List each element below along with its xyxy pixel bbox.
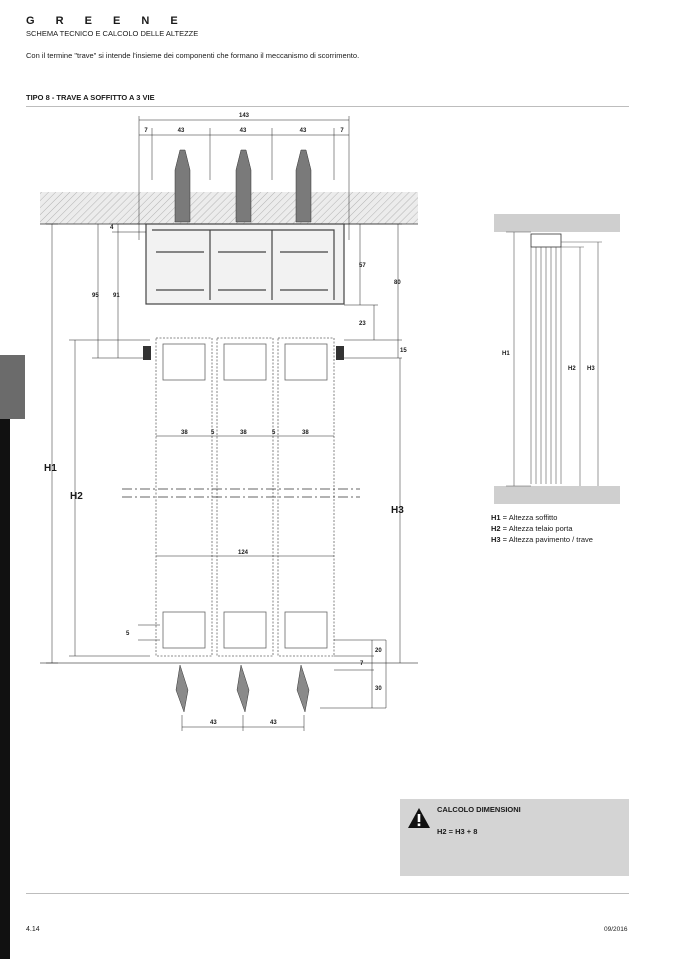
h2-label: H2 [70,491,83,502]
dim-top-gap: 4 [110,225,114,231]
calc-formula: H2 = H3 + 8 [437,827,478,836]
dim-guide-1: 43 [210,720,217,726]
dim-total-width: 143 [238,113,250,119]
dim-bottom-gap: 5 [126,631,130,637]
dim-gap-1: 5 [211,430,215,436]
page-number: 4.14 [26,926,40,933]
calc-title: CALCOLO DIMENSIONI [437,805,521,814]
dim-23: 23 [359,321,366,327]
warning-icon [407,807,431,829]
dim-door-2: 38 [240,430,247,436]
dim-track-1: 43 [177,128,185,134]
left-stopper [143,346,151,360]
section-title: TIPO 8 - TRAVE A SOFFITTO A 3 VIE [26,93,155,102]
dim-91: 91 [113,293,120,299]
side-diagram [494,214,620,504]
left-top-dims [92,224,146,358]
dim-20: 20 [375,648,382,654]
dim-57: 57 [359,263,366,269]
h3-label: H3 [391,505,404,516]
legend-item: H2 = Altezza telaio porta [491,524,573,533]
dim-30: 30 [375,686,382,692]
side-h1-label: H1 [502,351,510,357]
brand-name: G R E E N E [26,15,187,27]
right-top-dims [344,224,402,358]
dim-guide-2: 43 [270,720,277,726]
legend-item: H1 = Altezza soffitto [491,513,558,522]
page-date: 09/2016 [604,926,628,933]
dim-gap-2: 5 [272,430,276,436]
dim-edge-right: 7 [340,128,344,134]
dim-7: 7 [360,661,364,667]
dim-124: 124 [238,550,249,556]
side-h2-label: H2 [568,366,576,372]
dim-door-1: 38 [181,430,188,436]
legend-item: H3 = Altezza pavimento / trave [491,535,593,544]
dim-door-3: 38 [302,430,309,436]
dim-track-3: 43 [299,128,307,134]
bottom-dims [138,625,386,731]
track-profile [146,224,344,304]
right-stopper [336,346,344,360]
dim-edge-left: 7 [144,128,148,134]
footer-rule [26,893,629,894]
door-width-dims [156,436,334,556]
intro-text: Con il termine "trave" si intende l'insieme dei componenti che formano il meccanismo di scorrimento. [26,51,360,60]
page-subtitle: SCHEMA TECNICO E CALCOLO DELLE ALTEZZE [26,29,199,38]
calc-box [400,799,629,876]
h1-label: H1 [44,463,57,474]
floor-guides [176,665,309,712]
dim-95: 95 [92,293,99,299]
side-h3-label: H3 [587,366,595,372]
break-lines [122,489,360,497]
dim-track-2: 43 [239,128,247,134]
dim-80: 80 [394,280,401,286]
legend [491,512,593,545]
dim-15: 15 [400,348,407,354]
